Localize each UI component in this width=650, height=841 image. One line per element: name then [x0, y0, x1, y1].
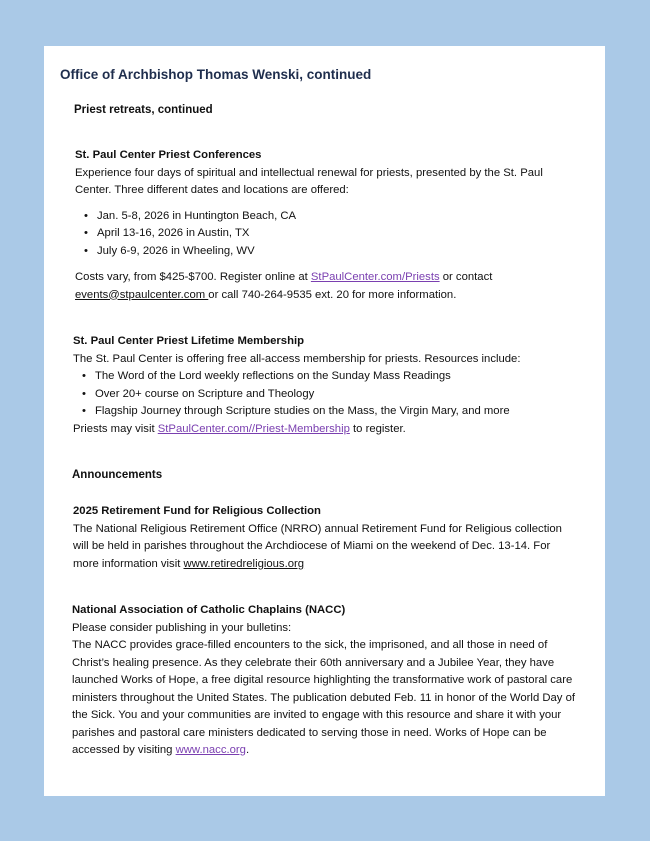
list-item: • The Word of the Lord weekly reflections on the Sunday Mass Readings	[73, 368, 583, 386]
visit-text: to register.	[349, 422, 406, 435]
announcements-heading: Announcements	[72, 469, 163, 481]
nacc-heading: National Association of Catholic Chaplains (NACC)	[72, 604, 346, 616]
nacc-link[interactable]: www.nacc.org	[175, 744, 246, 756]
membership-intro: The St. Paul Center is offering free all-access membership for priests. Resources include:	[73, 352, 521, 365]
costs-text: or call 740-264-9535 ext. 20 for more information.	[208, 288, 457, 301]
priests-link[interactable]: StPaulCenter.com/Priests	[310, 271, 440, 283]
document-page	[44, 46, 605, 796]
email-link[interactable]: events@stpaulcenter.com	[75, 288, 209, 301]
conferences-list	[75, 208, 575, 261]
conferences-costs	[75, 269, 575, 304]
list-item: • Flagship Journey through Scripture studies on the Mass, the Virgin Mary, and more	[73, 403, 583, 421]
visit-text: Priests may visit	[73, 422, 158, 435]
list-item: • Jan. 5-8, 2026 in Huntington Beach, CA	[75, 208, 575, 226]
nacc-line1: Please consider publishing in your bulletins:	[72, 621, 292, 634]
retirement-body	[73, 521, 573, 574]
retirement-heading: 2025 Retirement Fund for Religious Collection	[73, 505, 321, 517]
costs-text: or contact	[439, 271, 493, 283]
page-title: Office of Archbishop Thomas Wenski, continued	[60, 67, 372, 82]
retired-religious-link[interactable]: www.retiredreligious.org	[183, 557, 305, 570]
nacc-section	[72, 602, 578, 760]
conferences-heading: St. Paul Center Priest Conferences	[75, 149, 262, 161]
list-item: • July 6-9, 2026 in Wheeling, WV	[75, 243, 575, 261]
membership-list	[73, 368, 583, 421]
costs-text: Costs vary, from $425-$700. Register online at	[75, 271, 311, 283]
membership-visit	[73, 421, 583, 439]
list-item: • Over 20+ course on Scripture and Theology	[73, 386, 583, 404]
membership-link[interactable]: StPaulCenter.com//Priest-Membership	[157, 422, 350, 435]
retirement-section	[73, 503, 573, 573]
nacc-text: The NACC provides grace-filled encounters to the sick, the imprisoned, and all those in need of Christ’s healing presence. As they celebrate their 60th anniversary and a Jubilee Year, they have launched Works of Hope, a free digital resource highlighting the transformative work of pastoral care ministers throughout the United States. The publication debuted Feb. 11 in honor of the World Day of the Sick. You and your communities are invited to engage with this resource and share it with your parishes and pastoral care ministers dedicated to serving those in need. Works of Hope can be accessed by visiting	[72, 639, 576, 756]
membership-section	[73, 333, 583, 438]
membership-heading: St. Paul Center Priest Lifetime Membership	[73, 335, 305, 347]
conferences-section	[75, 147, 575, 304]
list-item: • April 13-16, 2026 in Austin, TX	[75, 225, 575, 243]
nacc-text: .	[245, 744, 250, 756]
section-subtitle: Priest retreats, continued	[74, 104, 213, 116]
retirement-text: The National Religious Retirement Office (NRRO) annual Retirement Fund for Religious collection will be held in parishes throughout the Archdiocese of Miami on the weekend of Dec. 13-14. For more information visit	[73, 522, 562, 570]
conferences-intro: Experience four days of spiritual and intellectual renewal for priests, presented by the St. Paul Center. Three different dates and locations are offered:	[75, 166, 543, 196]
nacc-body	[72, 637, 578, 760]
